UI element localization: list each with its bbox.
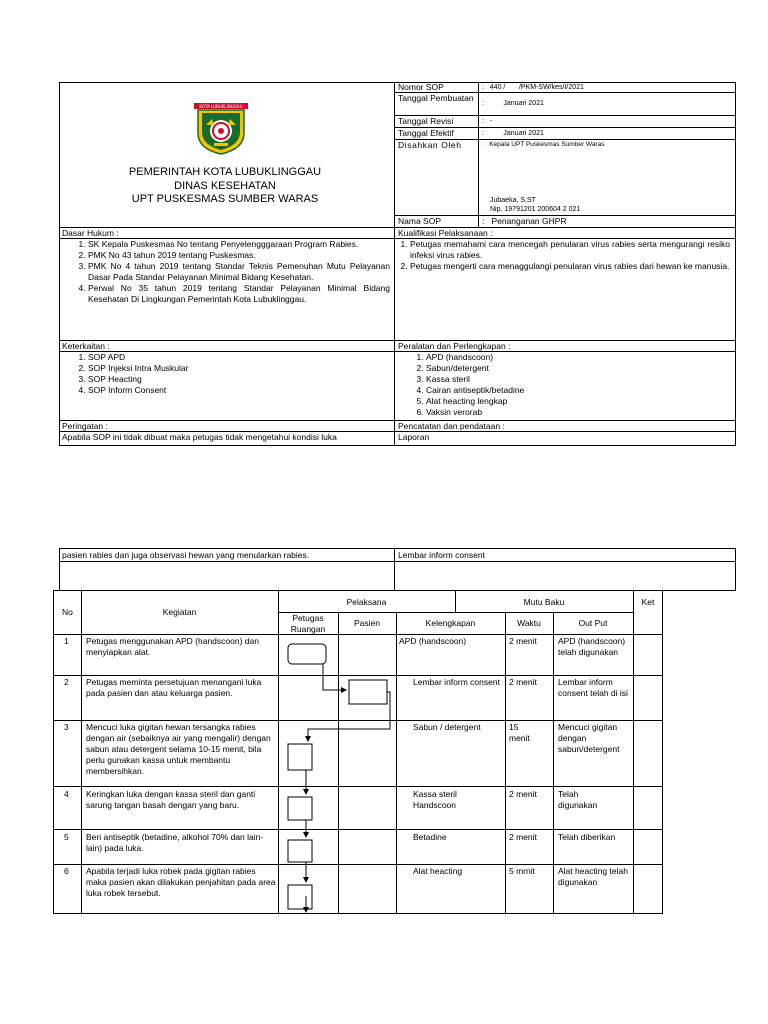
header-output: Out Put: [578, 618, 608, 628]
row-no: 2: [64, 677, 69, 687]
row-kegiatan: Keringkan luka dengan kassa steril dan ganti sarung tangan basah dengan yang baru.: [86, 789, 256, 810]
header-kelengkapan: Kelengkapan: [425, 618, 476, 628]
value-tanggal-revisi: : -: [482, 118, 493, 125]
value-nama-sop: : Penanganan GHPR: [482, 216, 567, 226]
keterkaitan-item: 4. SOP Inform Consent: [88, 385, 390, 396]
kualifikasi-list: [392, 239, 730, 272]
row-output: Alat heacting telah digunakan: [558, 866, 628, 887]
row-no: 5: [64, 832, 69, 842]
label-tanggal-efektif: Tanggal Efektif: [398, 128, 454, 138]
row-waktu: 2 menit: [509, 789, 537, 799]
row-kegiatan: Mencuci luka gigitan hewan tersangka rabies dengan air (sebaiknya air yang mengalir) dengan sabun atau detergent selama 10-15 menit, bila perlu gunakan kassa untuk membantu membersihkan.: [86, 722, 271, 776]
dasar-hukum-list: [62, 239, 390, 305]
row-waktu: 5 mrnit: [509, 866, 535, 876]
value-disahkan-oleh: : Kepala UPT Puskesmas Sumber Waras: [482, 141, 605, 148]
peralatan-item: 4. Cairan antiseptik/betadine: [426, 385, 730, 396]
header-pelaksana: Pelaksana: [346, 597, 387, 607]
row-output: Telah digunakan: [558, 789, 598, 810]
org-line-government: PEMERINTAH KOTA LUBUKLINGGAU: [128, 166, 322, 178]
peralatan-item: 5. Alat heacting lengkap: [426, 396, 730, 407]
row-output: Lembar inform consent telah di isi: [558, 677, 628, 698]
dasar-hukum-item: 4. Perwal No 35 tahun 2019 tentang Standar Pelayanan Minimal Bidang Kesehatan Di Lingkungan Pemerintah Kota Lubuklinggau.: [88, 283, 390, 305]
keterkaitan-item: 3. SOP Heacting: [88, 374, 390, 385]
header-waktu: Waktu: [517, 618, 541, 628]
kualifikasi-item: 1. Petugas memahami cara mencegah penularan virus rabies serta mengurangi resiko infeksi virus rabies.: [410, 239, 730, 261]
label-disahkan-oleh: Disahkan Oleh: [398, 140, 462, 150]
header-mutu-baku: Mutu Baku: [523, 597, 565, 607]
flowchart: [278, 634, 396, 914]
header-no: No: [62, 607, 73, 617]
value-nomor-sop: : 440 / /PKM-SW/kes/I/2021: [482, 84, 584, 91]
peralatan-title: Peralatan dan Perlengkapan :: [398, 341, 511, 351]
row-kegiatan: Petugas menggunakan APD (handscoon) dan menyiapkan alat.: [86, 636, 259, 657]
row-kelengkapan: Sabun / detergent: [413, 722, 481, 732]
row-kelengkapan: Betadine: [413, 832, 447, 842]
row-no: 6: [64, 866, 69, 876]
dasar-hukum-item: 3. PMK No 4 tahun 2019 tentang Standar Teknis Pemenuhan Mutu Pelayanan Dasar Pada Standar Pelayanan Minimal Bidang Kesehatan.: [88, 261, 390, 283]
keterkaitan-list: [62, 352, 390, 396]
row-waktu: 2 menit: [509, 636, 537, 646]
peralatan-item: 2. Sabun/detergent: [426, 363, 730, 374]
org-line-puskesmas: UPT PUSKESMAS SUMBER WARAS: [131, 193, 319, 205]
city-logo: [192, 103, 250, 155]
row-output: APD (handscoon) telah digunakan: [558, 636, 626, 657]
flow-step-1-start: [288, 644, 326, 664]
peringatan-text: Apabila SOP ini tidak dibuat maka petugas tidak mengetahui kondisi luka: [62, 432, 337, 442]
kualifikasi-item: 2. Petugas mengerti cara menaggulangi penularan virus rabies dari hewan ke manusia.: [410, 261, 730, 272]
dasar-hukum-item: 1. SK Kepala Puskesmas No tentang Penyelengggaraan Program Rabies.: [88, 239, 390, 250]
row-waktu: 2 menit: [509, 677, 537, 687]
row-kelengkapan: Lembar inform consent: [413, 677, 500, 687]
header-pasien: Pasien: [354, 618, 380, 628]
header-petugas-ruangan: Petugas Ruangan: [290, 613, 326, 634]
flow-step-5: [288, 840, 312, 862]
peralatan-item: 3. Kassa steril: [426, 374, 730, 385]
row-kelengkapan: Alat heacting: [413, 866, 463, 876]
label-tanggal-revisi: Tanggal Revisi: [398, 116, 454, 126]
row-output: Telah diberikan: [558, 832, 616, 842]
kualifikasi-title: Kualifikasi Pelaksanaan :: [398, 228, 493, 238]
row-no: 1: [64, 636, 69, 646]
flow-step-2: [349, 680, 387, 704]
keterkaitan-item: 1. SOP APD: [88, 352, 390, 363]
peralatan-list: [400, 352, 730, 418]
flow-step-3: [288, 744, 312, 770]
pencatatan-continued: Lembar inform consent: [398, 550, 485, 560]
row-no: 3: [64, 722, 69, 732]
row-kegiatan: Apabila terjadi luka robek pada gigitan rabies maka pasien akan dilakukan penjahitan pada area luka robek tersebut.: [86, 866, 276, 898]
dasar-hukum-item: 2. PMK No 43 tahun 2019 tentang Puskesmas.: [88, 250, 390, 261]
keterkaitan-item: 2. SOP Injeksi Intra Muskular: [88, 363, 390, 374]
label-nomor-sop: Nomor SOP: [398, 82, 444, 92]
flow-step-6: [288, 885, 312, 909]
value-tanggal-pembuatan: : Januari 2021: [482, 100, 544, 107]
pencatatan-title: Pencatatan dan pendataan :: [398, 421, 505, 431]
value-tanggal-efektif: : Januari 2021: [482, 130, 544, 137]
flow-connector-1-2: [323, 664, 346, 690]
logo-caption: KOTA LUBUKLINGGAU: [199, 103, 243, 109]
row-output: Mencuci gigitan dengan sabun/detergent: [558, 722, 620, 754]
label-nama-sop: Nama SOP: [398, 216, 441, 226]
row-no: 4: [64, 789, 69, 799]
row-kelengkapan: APD (handscoon): [399, 636, 467, 646]
signer-nip: Nip. 19791201 200604 2 021: [490, 206, 581, 213]
dasar-hukum-title: Dasar Hukum :: [62, 228, 119, 238]
peringatan-title: Peringatan :: [62, 421, 108, 431]
peralatan-item: 6. Vaksin verorab: [426, 407, 730, 418]
signer-name: Jubaeka, S,ST: [490, 197, 536, 204]
row-kelengkapan: Kassa steril Handscoon: [413, 789, 457, 810]
peringatan-continued: pasien rabies dan juga observasi hewan yang menularkan rabies.: [62, 550, 310, 560]
row-waktu: 2 menit: [509, 832, 537, 842]
pencatatan-text: Laporan: [398, 432, 430, 442]
keterkaitan-title: Keterkaitan :: [62, 341, 110, 351]
label-tanggal-pembuatan: Tanggal Pembuatan: [398, 93, 474, 103]
row-waktu: 15 menit: [509, 722, 530, 743]
org-line-department: DINAS KESEHATAN: [174, 179, 276, 192]
row-kegiatan: Beri antiseptik (betadine, alkohol 70% dan lain-lain) pada luka.: [86, 832, 264, 853]
peralatan-item: 1. APD (handscoon): [426, 352, 730, 363]
header-kegiatan: Kegiatan: [162, 607, 197, 617]
flow-step-4: [288, 797, 312, 820]
row-kegiatan: Petugas meminta persetujuan menangani luka pada pasien dan atau keluarga pasien.: [86, 677, 262, 698]
header-ket: Ket: [641, 597, 655, 607]
